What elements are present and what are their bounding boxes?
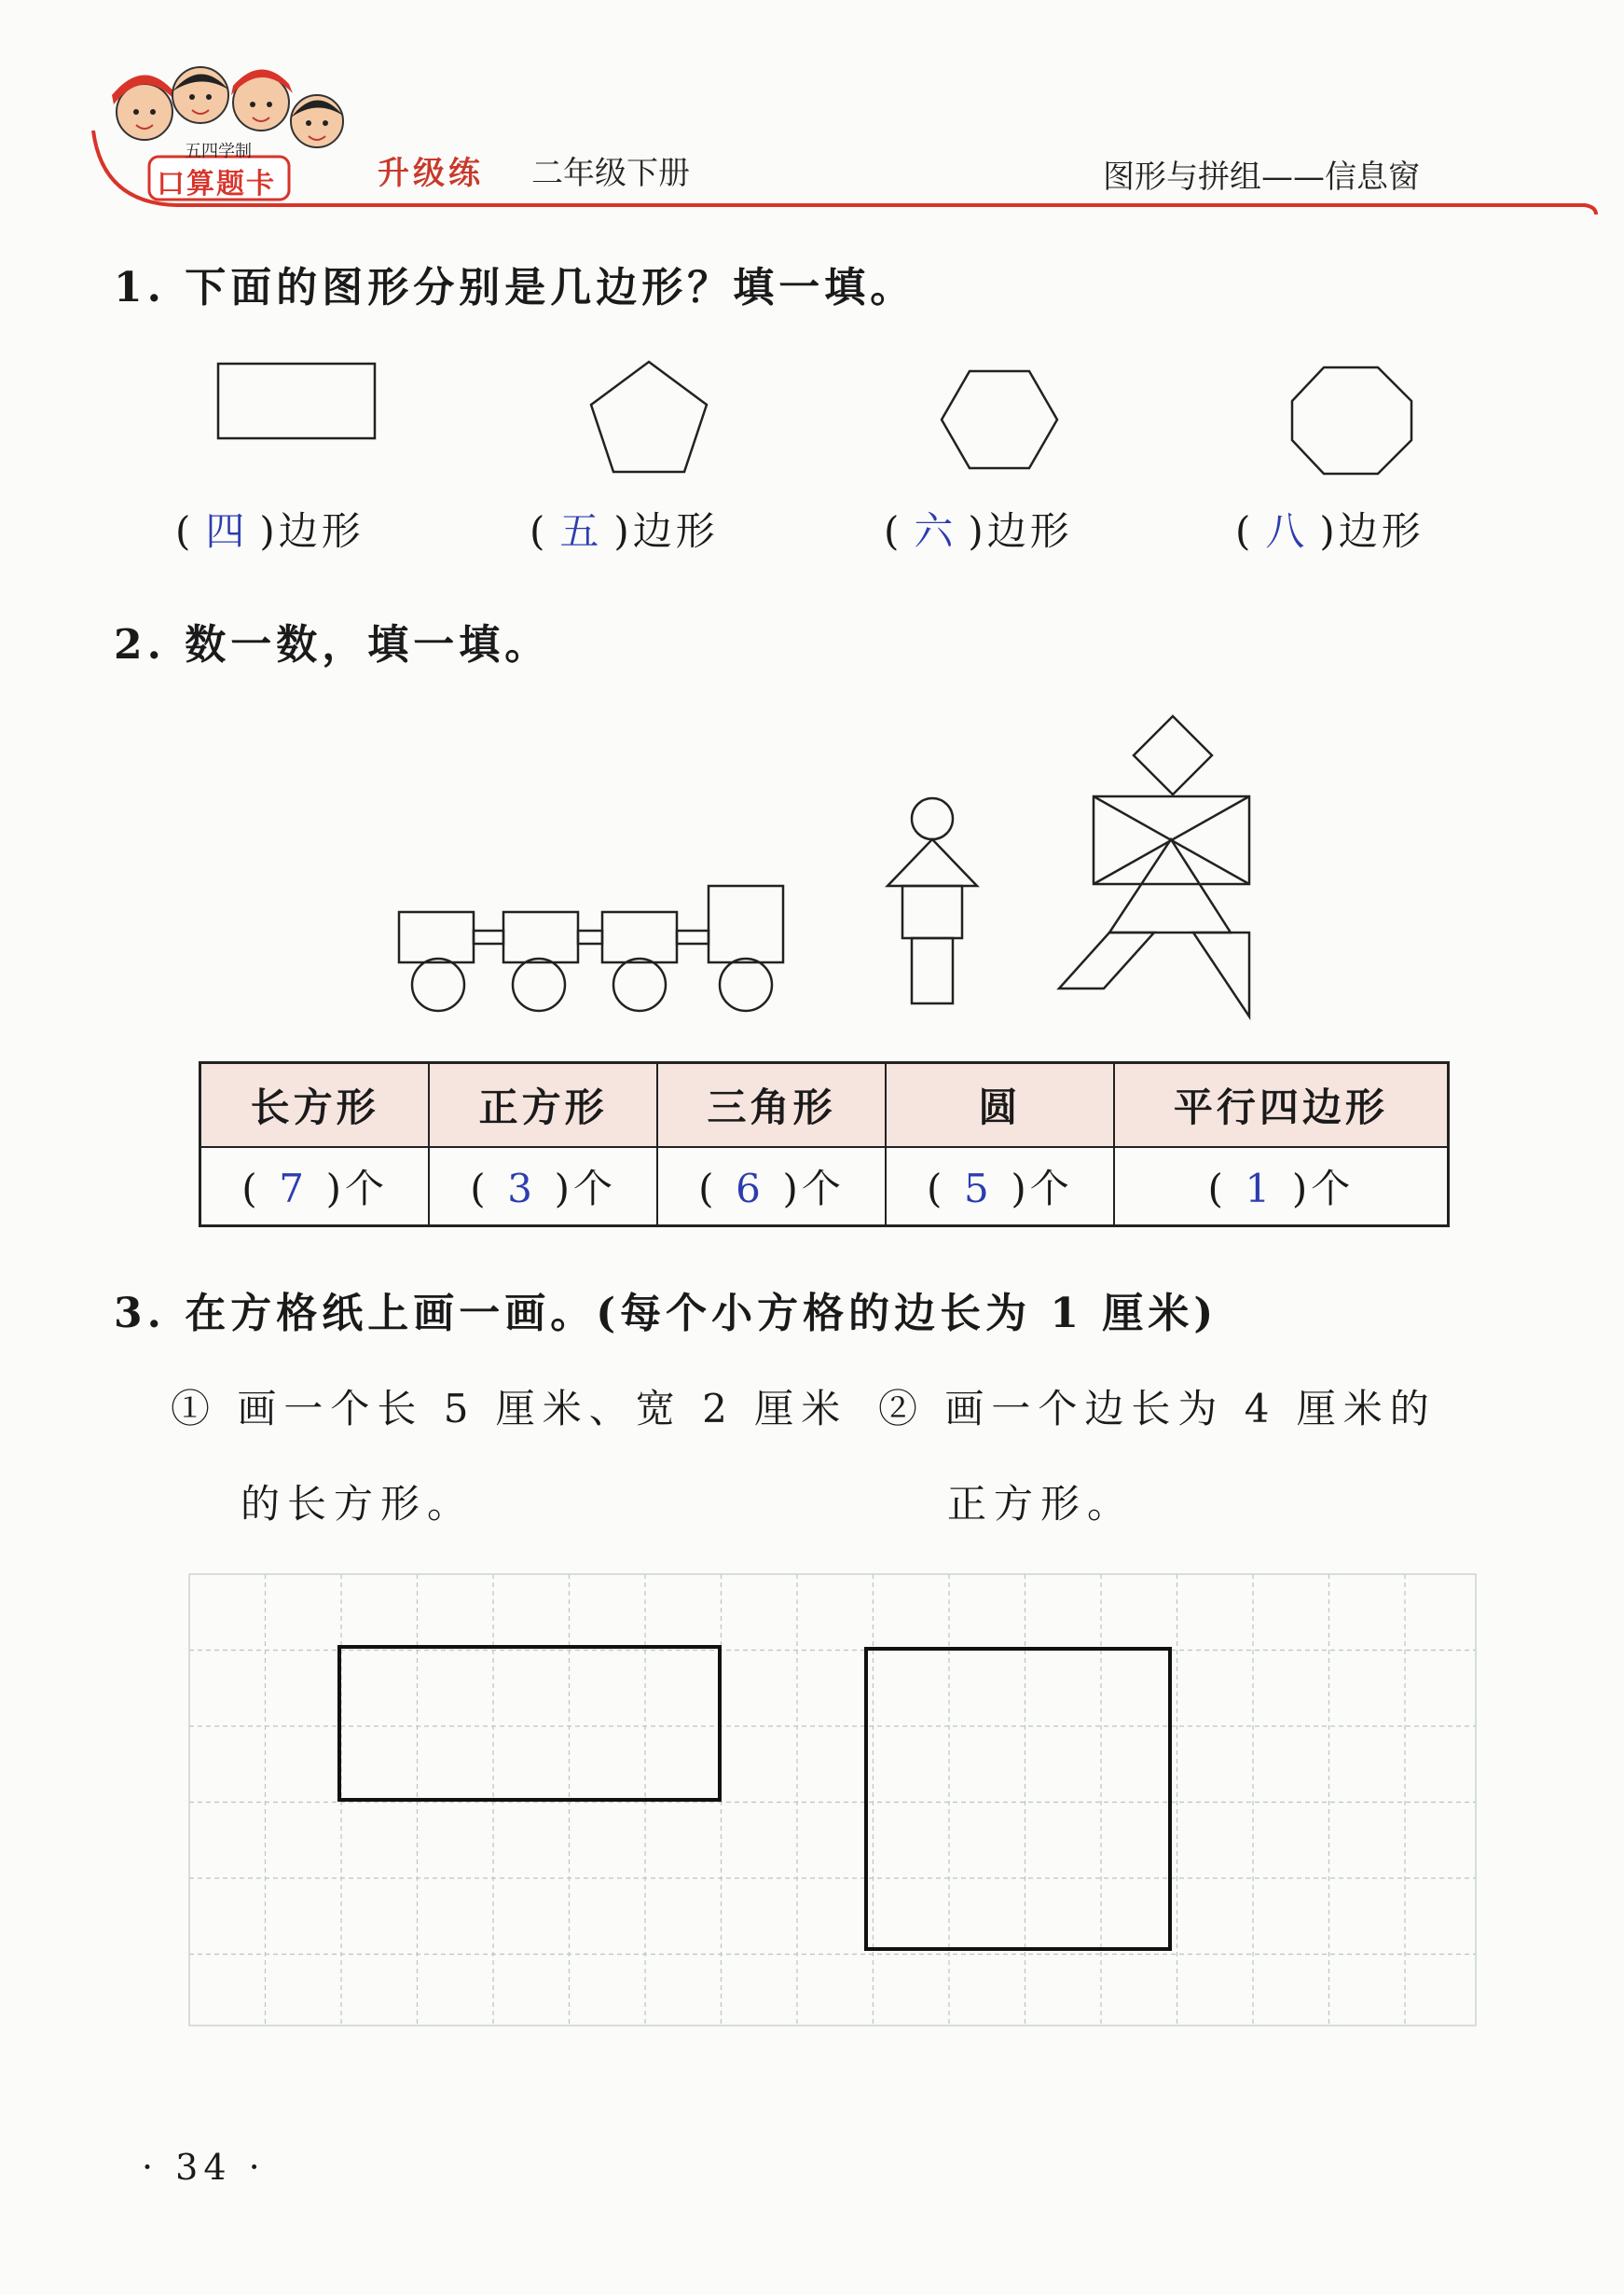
header-cell: 圆 xyxy=(886,1063,1114,1148)
header-cell: 三角形 xyxy=(657,1063,886,1148)
q3-part2-line1: ② 画一个边长为 4 厘米的 xyxy=(878,1386,1437,1431)
paren-open: ( xyxy=(698,1166,718,1211)
table-answer-row xyxy=(200,1147,1449,1226)
paren-close: )边形 xyxy=(968,508,1073,554)
paren-close: )个 xyxy=(1291,1166,1355,1211)
grade-label: 二年级下册 xyxy=(531,155,690,192)
paren-close: )边形 xyxy=(259,508,365,554)
header-rule xyxy=(0,121,1624,233)
answer-value: 5 xyxy=(964,1166,993,1211)
train-figure xyxy=(399,886,783,1011)
q2-figures xyxy=(0,709,1624,1026)
pentagon-shape xyxy=(591,362,707,472)
paren-open: ( xyxy=(175,508,195,554)
count-table xyxy=(199,1061,1450,1227)
answer-value: 八 xyxy=(1265,508,1309,554)
q3-part1-line2: 的长方形。 xyxy=(241,1481,475,1527)
section-label: 图形与拼组——信息窗 xyxy=(1103,159,1420,196)
header-cell: 长方形 xyxy=(200,1063,430,1148)
q3-title: 3. 在方格纸上画一画。(每个小方格的边长为 1 厘米) xyxy=(114,1290,1218,1337)
grid-paper xyxy=(0,1567,1624,2033)
answer-cell xyxy=(200,1147,430,1226)
logo-small-text: 五四学制 xyxy=(185,142,252,161)
answer-value: 7 xyxy=(279,1166,308,1211)
q1-answer-2 xyxy=(530,501,719,557)
answer-cell xyxy=(886,1147,1114,1226)
logo-main-text: 口算题卡 xyxy=(157,168,276,200)
answer-value: 6 xyxy=(736,1166,764,1211)
paren-close: )边形 xyxy=(1319,508,1424,554)
page-number: · 34 · xyxy=(142,2147,266,2188)
q1-title: 1. 下面的图形分别是几边形？填一填。 xyxy=(114,264,916,311)
q3-part1-line1: ① 画一个长 5 厘米、宽 2 厘米 xyxy=(171,1386,848,1431)
tangram-figure xyxy=(1059,716,1249,1016)
paren-open: ( xyxy=(241,1166,261,1211)
header-cell: 平行四边形 xyxy=(1114,1063,1449,1148)
drawn-rectangle xyxy=(339,1647,720,1800)
paren-close: )个 xyxy=(782,1166,845,1211)
q1-answer-1 xyxy=(175,501,365,557)
paren-open: ( xyxy=(884,508,903,554)
rectangle-shape xyxy=(218,364,375,438)
paren-open: ( xyxy=(470,1166,489,1211)
drawn-square xyxy=(866,1649,1170,1949)
paren-close: )边形 xyxy=(613,508,719,554)
header-cell: 正方形 xyxy=(429,1063,657,1148)
person-figure xyxy=(888,798,977,1003)
paren-close: )个 xyxy=(554,1166,616,1211)
q1-answer-3 xyxy=(884,501,1073,557)
paren-open: ( xyxy=(1235,508,1255,554)
answer-value: 四 xyxy=(205,508,249,554)
series-label: 升级练 xyxy=(378,155,484,192)
answer-cell xyxy=(657,1147,886,1226)
paren-close: )个 xyxy=(1011,1166,1073,1211)
table-header-row xyxy=(200,1063,1449,1148)
paren-open: ( xyxy=(926,1166,946,1211)
q1-answer-4 xyxy=(1235,501,1424,557)
answer-value: 1 xyxy=(1245,1166,1274,1211)
answer-value: 六 xyxy=(914,508,957,554)
paren-close: )个 xyxy=(325,1166,388,1211)
octagon-shape xyxy=(1292,367,1411,474)
paren-open: ( xyxy=(1207,1166,1227,1211)
q1-shapes xyxy=(0,345,1624,485)
answer-cell xyxy=(429,1147,657,1226)
q3-part2-line2: 正方形。 xyxy=(947,1481,1135,1527)
answer-value: 五 xyxy=(559,508,603,554)
paren-open: ( xyxy=(530,508,549,554)
hexagon-shape xyxy=(942,371,1057,468)
q2-title: 2. 数一数，填一填。 xyxy=(114,621,551,669)
answer-cell xyxy=(1114,1147,1449,1226)
answer-value: 3 xyxy=(507,1166,536,1211)
